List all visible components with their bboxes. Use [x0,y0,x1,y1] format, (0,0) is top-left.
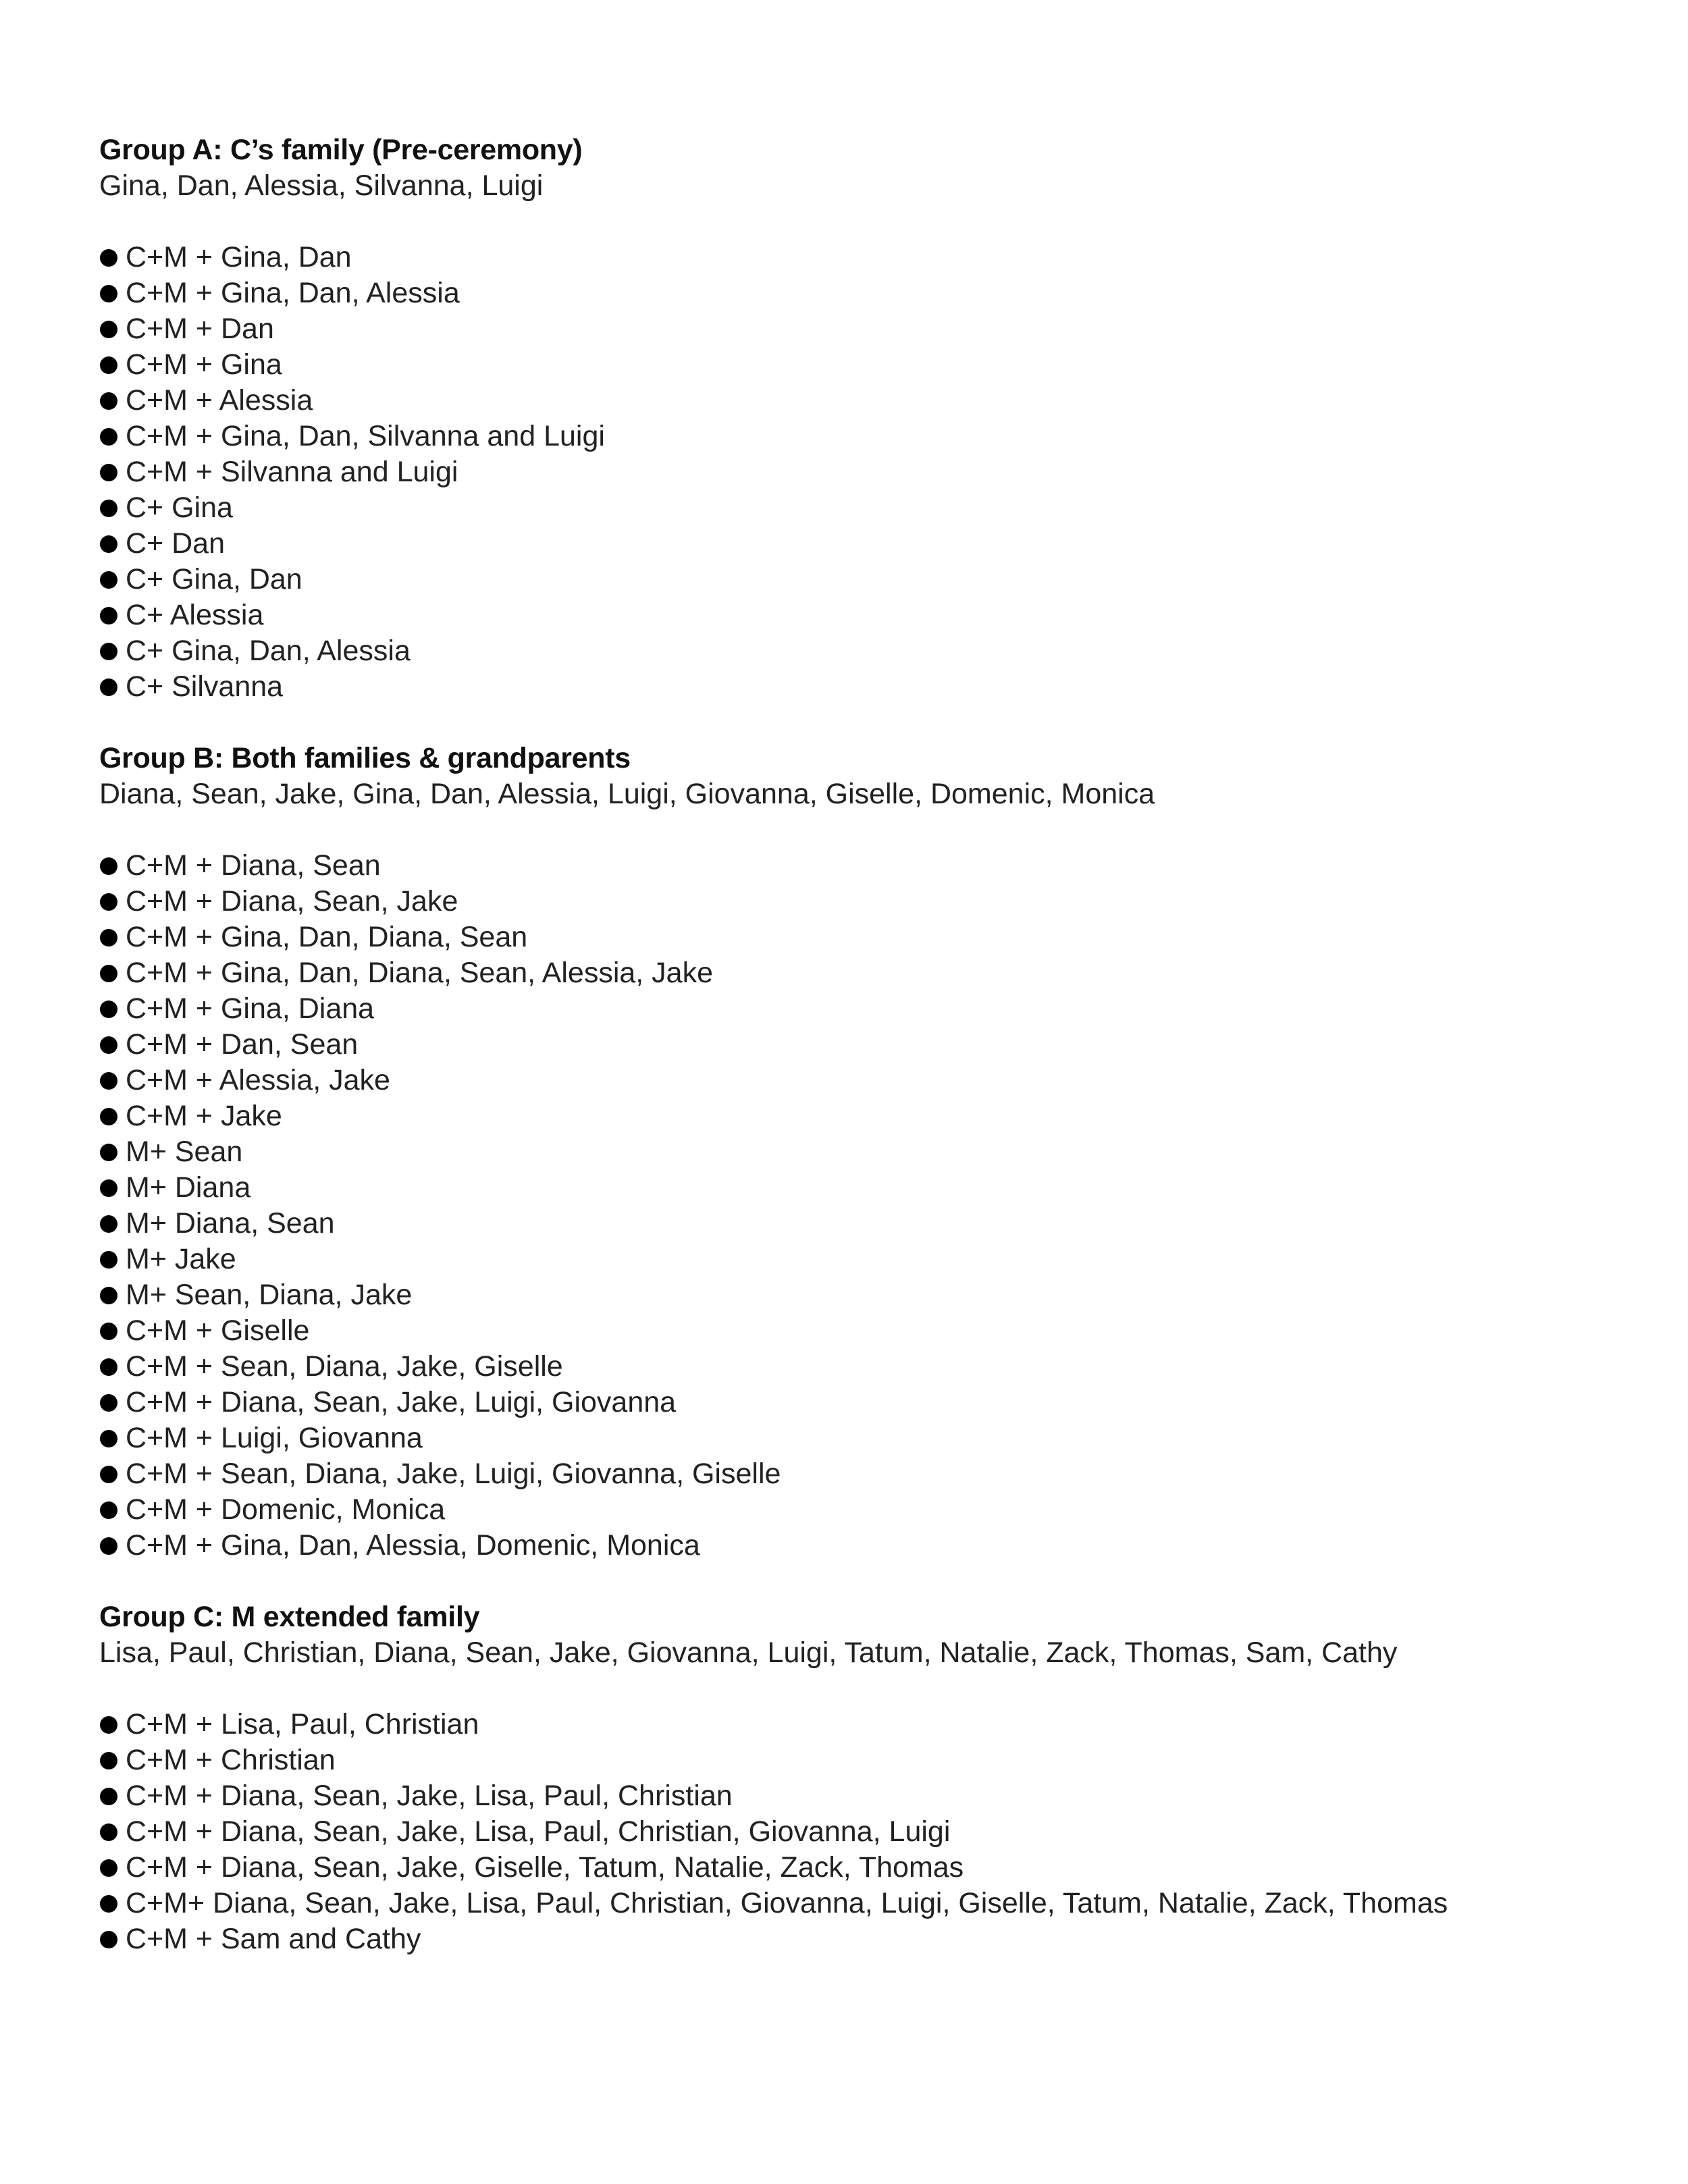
bullet-icon [100,428,117,446]
bullet-icon [100,1501,117,1519]
list-item-text: C+M + Gina, Dan, Silvanna and Luigi [126,420,605,452]
list-item [99,1886,1652,1921]
list-item-text: C+M + Jake [126,1100,282,1132]
bullet-icon [100,1823,117,1841]
group-members: Lisa, Paul, Christian, Diana, Sean, Jake, Giovanna, Luigi, Tatum, Natalie, Zack, Thomas, Sam, Cathy [99,1636,1398,1669]
list-item [99,1778,1652,1814]
list-item [99,1492,1652,1528]
list-item [99,1814,1652,1850]
list-item-text: C+M + Gina, Dan, Alessia [126,277,460,309]
shot-list [99,1707,1652,1957]
list-item-text: M+ Jake [126,1243,236,1275]
list-item [99,1277,1652,1313]
bullet-icon [100,1394,117,1412]
list-item-text: C+M + Lisa, Paul, Christian [126,1708,479,1740]
list-item-text: M+ Diana [126,1171,251,1204]
bullet-icon [100,1251,117,1269]
list-item [99,1385,1652,1420]
group-members: Diana, Sean, Jake, Gina, Dan, Alessia, Luigi, Giovanna, Giselle, Domenic, Monica [99,778,1155,810]
bullet-icon [100,1323,117,1340]
list-item-text: C+M + Sean, Diana, Jake, Giselle [126,1350,563,1383]
list-item [99,526,1652,562]
list-item [99,1420,1652,1456]
document-page [99,132,1652,1957]
list-item-text: C+ Gina, Dan, Alessia [126,635,411,667]
group-title: Group B: Both families & grandparents [99,742,631,774]
list-item [99,848,1652,884]
bullet-icon [100,1215,117,1233]
bullet-icon [100,1287,117,1304]
bullet-icon [100,893,117,911]
list-item-text: C+M + Gina, Dan, Diana, Sean, Alessia, Jake [126,957,714,989]
list-item-text: C+M + Christian [126,1744,336,1776]
list-item [99,1528,1652,1564]
list-item-text: C+M + Gina [126,348,282,381]
bullet-icon [100,1358,117,1376]
list-item [99,240,1652,275]
list-item-text: C+ Silvanna [126,670,284,703]
bullet-icon [100,1036,117,1054]
list-item-text: C+ Gina, Dan [126,563,302,595]
list-item [99,454,1652,490]
list-item-text: C+M + Diana, Sean, Jake, Giselle, Tatum, Natalie, Zack, Thomas [126,1851,964,1884]
group-title: Group A: C’s family (Pre-ceremony) [99,134,583,166]
bullet-icon [100,1144,117,1161]
list-item-text: C+M + Alessia [126,384,313,417]
list-item [99,1850,1652,1886]
shot-list [99,240,1652,705]
list-item-text: C+M + Alessia, Jake [126,1064,390,1096]
bullet-icon [100,1179,117,1197]
list-item [99,991,1652,1027]
list-item [99,920,1652,955]
list-item [99,347,1652,383]
list-item-text: C+M + Silvanna and Luigi [126,456,458,488]
list-item [99,597,1652,633]
list-item [99,562,1652,597]
bullet-icon [100,571,117,589]
list-item-text: C+M + Dan, Sean [126,1028,359,1061]
list-item-text: M+ Sean, Diana, Jake [126,1279,413,1311]
list-item [99,383,1652,419]
list-item-text: C+M + Gina, Dan [126,241,352,273]
bullet-icon [100,535,117,553]
list-item-text: C+M + Diana, Sean, Jake, Lisa, Paul, Christian [126,1780,733,1812]
list-item-text: C+M + Diana, Sean, Jake [126,885,458,917]
list-item-text: C+ Dan [126,527,225,560]
bullet-icon [100,1752,117,1769]
list-item-text: C+M + Diana, Sean [126,849,381,882]
list-item [99,1242,1652,1277]
list-item [99,490,1652,526]
list-item-text: C+M + Gina, Dan, Alessia, Domenic, Monica [126,1529,700,1562]
list-item-text: C+ Gina [126,491,233,524]
list-item-text: C+M + Dan [126,313,274,345]
bullet-icon [100,857,117,875]
group-title: Group C: M extended family [99,1601,480,1633]
bullet-icon [100,643,117,660]
list-item [99,1456,1652,1492]
bullet-icon [100,1859,117,1877]
list-item-text: M+ Sean [126,1136,243,1168]
list-item [99,1349,1652,1385]
bullet-icon [100,607,117,624]
list-item-text: M+ Diana, Sean [126,1207,335,1240]
bullet-icon [100,1895,117,1913]
list-item [99,1170,1652,1206]
bullet-icon [100,464,117,481]
list-item-text: C+M+ Diana, Sean, Jake, Lisa, Paul, Christian, Giovanna, Luigi, Giselle, Tatum, Natalie, Zack, Thomas [126,1887,1448,1919]
bullet-icon [100,1430,117,1447]
bullet-icon [100,1931,117,1948]
list-item-text: C+M + Diana, Sean, Jake, Lisa, Paul, Christian, Giovanna, Luigi [126,1815,951,1848]
bullet-icon [100,285,117,302]
list-item [99,884,1652,920]
shot-list [99,848,1652,1564]
bullet-icon [100,321,117,338]
list-item-text: C+M + Diana, Sean, Jake, Luigi, Giovanna [126,1386,677,1418]
bullet-icon [100,1788,117,1805]
bullet-icon [100,1716,117,1734]
group-members: Gina, Dan, Alessia, Silvanna, Luigi [99,169,544,202]
list-item-text: C+M + Gina, Dan, Diana, Sean [126,921,528,953]
list-item [99,1742,1652,1778]
list-item [99,633,1652,669]
bullet-icon [100,356,117,374]
bullet-icon [100,500,117,517]
list-item-text: C+M + Sam and Cathy [126,1923,421,1955]
list-item [99,1134,1652,1170]
bullet-icon [100,249,117,267]
list-item [99,311,1652,347]
list-item-text: C+M + Luigi, Giovanna [126,1422,423,1454]
group-b [99,741,1652,1564]
list-item-text: C+M + Giselle [126,1314,310,1347]
group-a [99,132,1652,705]
list-item [99,1206,1652,1242]
list-item [99,1098,1652,1134]
bullet-icon [100,1537,117,1555]
list-item [99,419,1652,454]
list-item [99,669,1652,705]
group-c [99,1599,1652,1957]
list-item [99,1707,1652,1742]
bullet-icon [100,929,117,947]
list-item-text: C+M + Domenic, Monica [126,1493,446,1526]
list-item [99,1921,1652,1957]
bullet-icon [100,1466,117,1483]
list-item [99,1063,1652,1098]
bullet-icon [100,392,117,410]
list-item-text: C+M + Gina, Diana [126,992,375,1025]
bullet-icon [100,965,117,982]
list-item-text: C+M + Sean, Diana, Jake, Luigi, Giovanna, Giselle [126,1458,781,1490]
list-item [99,1313,1652,1349]
bullet-icon [100,678,117,696]
bullet-icon [100,1072,117,1090]
bullet-icon [100,1108,117,1125]
list-item-text: C+ Alessia [126,599,264,631]
list-item [99,1027,1652,1063]
bullet-icon [100,1001,117,1018]
list-item [99,955,1652,991]
list-item [99,275,1652,311]
